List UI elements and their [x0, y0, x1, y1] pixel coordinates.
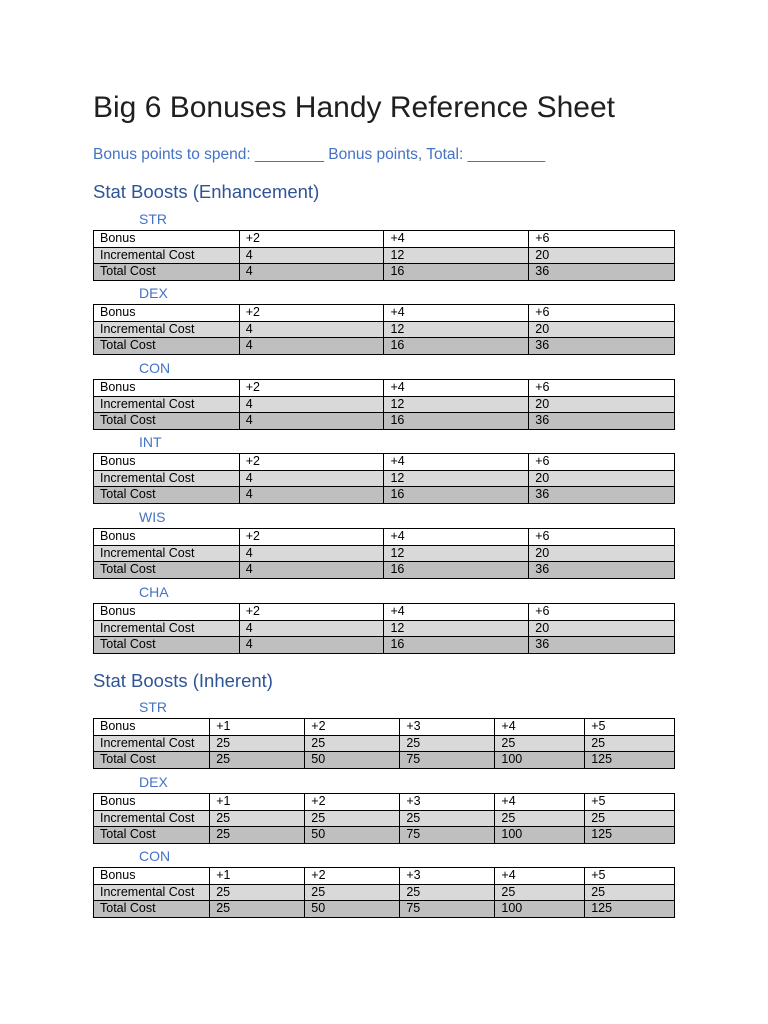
row-label-cell: Incremental Cost — [94, 810, 210, 827]
value-cell: +6 — [529, 454, 675, 471]
value-cell: 50 — [305, 827, 400, 844]
value-cell: 4 — [239, 470, 384, 487]
value-cell: +5 — [585, 719, 675, 736]
value-cell: 12 — [384, 620, 529, 637]
value-cell: 25 — [210, 884, 305, 901]
value-cell: +1 — [210, 868, 305, 885]
value-cell: 50 — [305, 901, 400, 918]
enhancement-con-label: CON — [139, 360, 171, 376]
value-cell: 75 — [400, 901, 495, 918]
incremental-cost-row — [94, 620, 675, 637]
value-cell: +4 — [495, 868, 585, 885]
value-cell: +4 — [384, 529, 529, 546]
section-heading-enhancement: Stat Boosts (Enhancement) — [93, 181, 320, 202]
value-cell: +4 — [384, 380, 529, 397]
value-cell: 4 — [239, 562, 384, 579]
value-cell: 16 — [384, 338, 529, 355]
value-cell: 125 — [585, 827, 675, 844]
bonus-row — [94, 454, 675, 471]
value-cell: 4 — [239, 545, 384, 562]
value-cell: 25 — [400, 810, 495, 827]
row-label-cell: Bonus — [94, 604, 240, 621]
value-cell: 20 — [529, 545, 675, 562]
incremental-cost-row — [94, 810, 675, 827]
value-cell: +6 — [529, 529, 675, 546]
inherent-str-table — [93, 718, 675, 769]
value-cell: 25 — [210, 735, 305, 752]
value-cell: 100 — [495, 752, 585, 769]
value-cell: +1 — [210, 719, 305, 736]
row-label-cell: Incremental Cost — [94, 396, 240, 413]
bonus-row — [94, 529, 675, 546]
row-label-cell: Total Cost — [94, 752, 210, 769]
incremental-cost-row — [94, 545, 675, 562]
value-cell: 100 — [495, 901, 585, 918]
value-cell: +3 — [400, 868, 495, 885]
value-cell: 25 — [400, 884, 495, 901]
total-cost-row — [94, 264, 675, 281]
row-label-cell: Incremental Cost — [94, 620, 240, 637]
value-cell: 4 — [239, 321, 384, 338]
value-cell: 20 — [529, 396, 675, 413]
value-cell: +6 — [529, 305, 675, 322]
inherent-dex-table — [93, 793, 675, 844]
enhancement-int-table — [93, 453, 675, 504]
value-cell: +2 — [239, 454, 384, 471]
value-cell: 25 — [210, 752, 305, 769]
value-cell: +2 — [305, 868, 400, 885]
value-cell: +4 — [495, 719, 585, 736]
value-cell: 20 — [529, 321, 675, 338]
total-cost-row — [94, 413, 675, 430]
value-cell: +6 — [529, 604, 675, 621]
value-cell: 12 — [384, 321, 529, 338]
value-cell: +2 — [239, 231, 384, 248]
value-cell: 16 — [384, 413, 529, 430]
section-heading-inherent: Stat Boosts (Inherent) — [93, 670, 273, 691]
value-cell: +4 — [384, 305, 529, 322]
value-cell: +6 — [529, 231, 675, 248]
value-cell: 4 — [239, 338, 384, 355]
value-cell: 25 — [210, 810, 305, 827]
value-cell: 50 — [305, 752, 400, 769]
enhancement-con-table — [93, 379, 675, 430]
value-cell: 25 — [210, 901, 305, 918]
total-cost-row — [94, 901, 675, 918]
inherent-con-table — [93, 867, 675, 918]
total-cost-row — [94, 562, 675, 579]
row-label-cell: Bonus — [94, 454, 240, 471]
enhancement-dex-block — [93, 284, 675, 356]
row-label-cell: Total Cost — [94, 827, 210, 844]
value-cell: +2 — [305, 794, 400, 811]
value-cell: +4 — [495, 794, 585, 811]
value-cell: 16 — [384, 637, 529, 654]
value-cell: +2 — [305, 719, 400, 736]
value-cell: +5 — [585, 868, 675, 885]
row-label-cell: Bonus — [94, 794, 210, 811]
value-cell: 75 — [400, 827, 495, 844]
incremental-cost-row — [94, 884, 675, 901]
value-cell: +4 — [384, 231, 529, 248]
total-cost-row — [94, 487, 675, 504]
bonus-row — [94, 719, 675, 736]
bonus-points-line: Bonus points to spend: ________ Bonus points, Total: _________ — [93, 146, 546, 163]
incremental-cost-row — [94, 396, 675, 413]
document-title: Big 6 Bonuses Handy Reference Sheet — [93, 91, 615, 124]
enhancement-int-block — [93, 433, 675, 505]
row-label-cell: Incremental Cost — [94, 735, 210, 752]
enhancement-int-label: INT — [139, 434, 162, 450]
row-label-cell: Total Cost — [94, 901, 210, 918]
incremental-cost-row — [94, 247, 675, 264]
value-cell: 25 — [305, 810, 400, 827]
value-cell: +4 — [384, 454, 529, 471]
row-label-cell: Total Cost — [94, 637, 240, 654]
enhancement-con-block — [93, 359, 675, 431]
bonus-row — [94, 794, 675, 811]
value-cell: 36 — [529, 637, 675, 654]
value-cell: 16 — [384, 487, 529, 504]
value-cell: 16 — [384, 264, 529, 281]
enhancement-dex-label: DEX — [139, 285, 168, 301]
value-cell: 4 — [239, 487, 384, 504]
value-cell: 125 — [585, 752, 675, 769]
total-cost-row — [94, 338, 675, 355]
inherent-con-label: CON — [139, 848, 171, 864]
bonus-row — [94, 380, 675, 397]
inherent-con-block — [93, 847, 675, 919]
value-cell: 12 — [384, 545, 529, 562]
value-cell: 25 — [400, 735, 495, 752]
value-cell: 4 — [239, 396, 384, 413]
value-cell: 25 — [585, 810, 675, 827]
row-label-cell: Total Cost — [94, 562, 240, 579]
row-label-cell: Incremental Cost — [94, 470, 240, 487]
value-cell: 25 — [495, 810, 585, 827]
value-cell: +2 — [239, 604, 384, 621]
value-cell: +3 — [400, 719, 495, 736]
row-label-cell: Bonus — [94, 868, 210, 885]
value-cell: 4 — [239, 620, 384, 637]
enhancement-cha-block — [93, 583, 675, 655]
enhancement-cha-table — [93, 603, 675, 654]
value-cell: +3 — [400, 794, 495, 811]
enhancement-cha-label: CHA — [139, 584, 169, 600]
enhancement-str-label: STR — [139, 211, 167, 227]
enhancement-wis-table — [93, 528, 675, 579]
value-cell: 16 — [384, 562, 529, 579]
row-label-cell: Bonus — [94, 529, 240, 546]
bonus-row — [94, 231, 675, 248]
bonus-row — [94, 305, 675, 322]
total-cost-row — [94, 827, 675, 844]
value-cell: 36 — [529, 338, 675, 355]
value-cell: 4 — [239, 264, 384, 281]
row-label-cell: Incremental Cost — [94, 321, 240, 338]
value-cell: 75 — [400, 752, 495, 769]
row-label-cell: Total Cost — [94, 264, 240, 281]
value-cell: 20 — [529, 620, 675, 637]
value-cell: +6 — [529, 380, 675, 397]
enhancement-wis-label: WIS — [139, 509, 166, 525]
enhancement-str-block — [93, 210, 675, 282]
bonus-row — [94, 604, 675, 621]
row-label-cell: Bonus — [94, 719, 210, 736]
row-label-cell: Incremental Cost — [94, 545, 240, 562]
row-label-cell: Incremental Cost — [94, 884, 210, 901]
total-cost-row — [94, 637, 675, 654]
value-cell: 12 — [384, 470, 529, 487]
value-cell: +4 — [384, 604, 529, 621]
value-cell: 36 — [529, 562, 675, 579]
enhancement-dex-table — [93, 304, 675, 355]
incremental-cost-row — [94, 321, 675, 338]
row-label-cell: Incremental Cost — [94, 247, 240, 264]
value-cell: +1 — [210, 794, 305, 811]
inherent-str-label: STR — [139, 699, 167, 715]
value-cell: 25 — [495, 884, 585, 901]
value-cell: +5 — [585, 794, 675, 811]
value-cell: 25 — [585, 884, 675, 901]
value-cell: 4 — [239, 413, 384, 430]
value-cell: +2 — [239, 305, 384, 322]
value-cell: +2 — [239, 380, 384, 397]
value-cell: 4 — [239, 247, 384, 264]
enhancement-str-table — [93, 230, 675, 281]
value-cell: 25 — [495, 735, 585, 752]
enhancement-wis-block — [93, 508, 675, 580]
value-cell: 36 — [529, 487, 675, 504]
value-cell: 12 — [384, 396, 529, 413]
incremental-cost-row — [94, 470, 675, 487]
incremental-cost-row — [94, 735, 675, 752]
value-cell: 100 — [495, 827, 585, 844]
row-label-cell: Total Cost — [94, 338, 240, 355]
inherent-dex-label: DEX — [139, 774, 168, 790]
row-label-cell: Total Cost — [94, 413, 240, 430]
value-cell: +2 — [239, 529, 384, 546]
value-cell: 20 — [529, 247, 675, 264]
value-cell: 4 — [239, 637, 384, 654]
inherent-str-block — [93, 698, 675, 770]
row-label-cell: Bonus — [94, 380, 240, 397]
value-cell: 25 — [305, 735, 400, 752]
value-cell: 125 — [585, 901, 675, 918]
value-cell: 20 — [529, 470, 675, 487]
value-cell: 36 — [529, 413, 675, 430]
inherent-dex-block — [93, 773, 675, 845]
bonus-row — [94, 868, 675, 885]
row-label-cell: Bonus — [94, 305, 240, 322]
value-cell: 12 — [384, 247, 529, 264]
row-label-cell: Bonus — [94, 231, 240, 248]
value-cell: 25 — [210, 827, 305, 844]
value-cell: 25 — [585, 735, 675, 752]
value-cell: 25 — [305, 884, 400, 901]
value-cell: 36 — [529, 264, 675, 281]
total-cost-row — [94, 752, 675, 769]
row-label-cell: Total Cost — [94, 487, 240, 504]
